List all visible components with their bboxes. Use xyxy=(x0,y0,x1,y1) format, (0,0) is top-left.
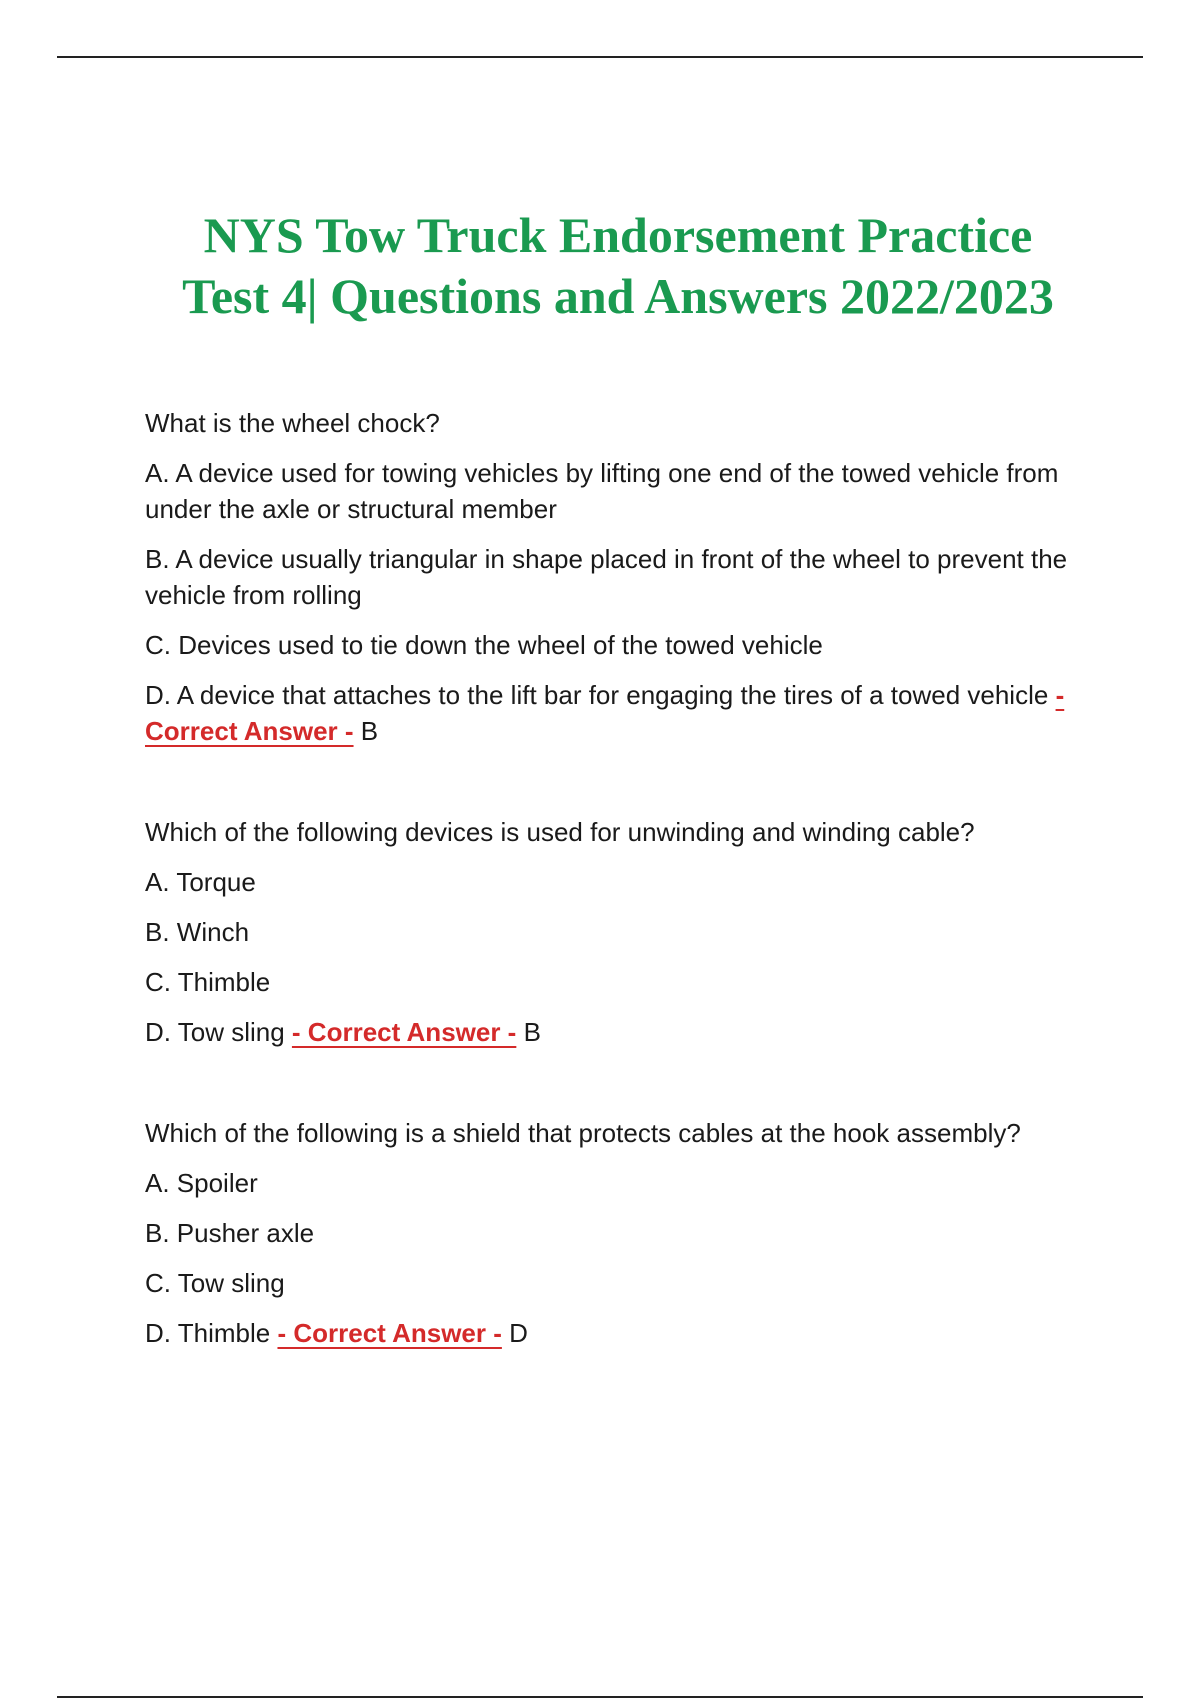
option-d xyxy=(145,1315,1085,1351)
option-d xyxy=(145,677,1085,749)
question-text: What is the wheel chock? xyxy=(145,408,440,438)
answer-letter: B xyxy=(360,716,379,746)
correct-answer-marker: - Correct Answer - xyxy=(145,680,1065,746)
answer-letter: D xyxy=(509,1318,528,1348)
option-d xyxy=(145,1014,1085,1050)
document-title xyxy=(0,205,1200,327)
question-1 xyxy=(145,405,1085,749)
option-c: C. Thimble xyxy=(145,967,271,997)
option-c: C. Tow sling xyxy=(145,1268,285,1298)
option-c: C. Devices used to tie down the wheel of the towed vehicle xyxy=(145,630,823,660)
option-a: A. Spoiler xyxy=(145,1168,258,1198)
option-b: B. A device usually triangular in shape placed in front of the wheel to prevent the vehicle from rolling xyxy=(145,544,1068,610)
option-d-text: D. Thimble xyxy=(145,1318,271,1348)
question-text: Which of the following devices is used for unwinding and winding cable? xyxy=(145,817,975,847)
question-2 xyxy=(145,814,1085,1050)
option-d-text: D. Tow sling xyxy=(145,1017,285,1047)
option-a: A. A device used for towing vehicles by lifting one end of the towed vehicle from under the axle or structural member xyxy=(145,458,1059,524)
title-line-2: Test 4| Questions and Answers 2022/2023 xyxy=(182,268,1054,324)
header-rule xyxy=(57,56,1143,58)
correct-answer-marker: - Correct Answer - xyxy=(291,1017,517,1047)
question-3 xyxy=(145,1115,1085,1351)
option-d-text: D. A device that attaches to the lift bar for engaging the tires of a towed vehicle xyxy=(145,680,1049,710)
answer-letter: B xyxy=(523,1017,541,1047)
footer-rule xyxy=(57,1696,1143,1698)
correct-answer-marker: - Correct Answer - xyxy=(277,1318,502,1348)
question-text: Which of the following is a shield that protects cables at the hook assembly? xyxy=(145,1118,1021,1148)
title-line-1: NYS Tow Truck Endorsement Practice xyxy=(203,207,1033,263)
option-a: A. Torque xyxy=(145,867,256,897)
option-b: B. Winch xyxy=(145,917,250,947)
option-b: B. Pusher axle xyxy=(145,1218,315,1248)
question-list xyxy=(145,405,1085,1351)
